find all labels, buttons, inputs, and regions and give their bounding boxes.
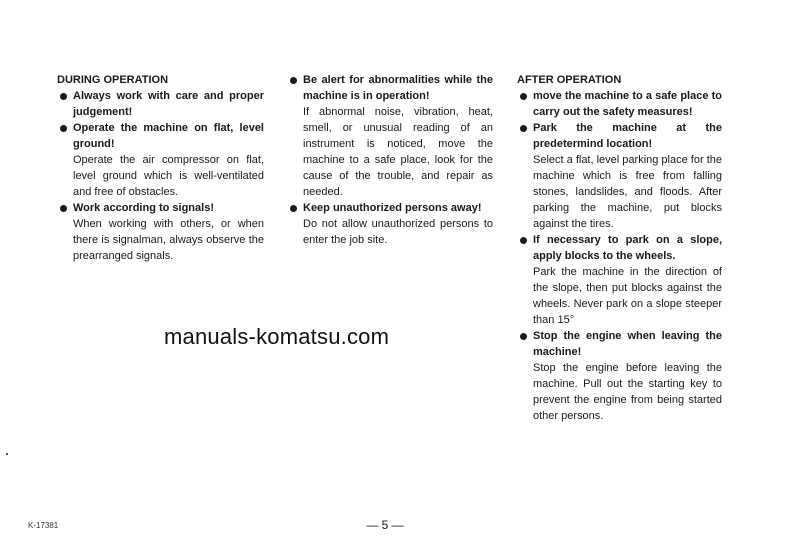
item-body: Do not allow unauthorized persons to enter the job site. <box>303 218 493 246</box>
list-item <box>287 72 493 200</box>
item-body: Stop the engine before leaving the machine. Pull out the starting key to prevent the engine from being started other persons. <box>533 362 722 422</box>
item-body: Select a flat, level parking place for the machine which is free from falling stones, landslides, and floods. After parking the machine, put blocks against the tires. <box>533 154 722 230</box>
list-item <box>517 120 722 232</box>
list-item <box>57 88 264 120</box>
column-during-operation <box>57 72 264 264</box>
item-body: When working with others, or when there is signalman, always observe the prearranged signals. <box>73 218 264 262</box>
item-title: Always work with care and proper judgement! <box>73 90 264 118</box>
bullet-icon <box>520 93 527 100</box>
item-title: Keep unauthorized persons away! <box>303 202 482 214</box>
item-title: Park the machine at the predetermind location! <box>533 122 722 150</box>
item-title: Work according to signals! <box>73 202 214 214</box>
item-title: If necessary to park on a slope, apply blocks to the wheels. <box>533 234 722 262</box>
list-item <box>57 200 264 264</box>
bullet-icon <box>60 125 67 132</box>
column-during-operation-continued <box>287 72 493 248</box>
list-item <box>287 200 493 248</box>
item-title: Be alert for abnormalities while the machine is in operation! <box>303 74 493 102</box>
scan-speck <box>6 453 8 455</box>
item-title: Operate the machine on flat, level ground! <box>73 122 264 150</box>
document-code: K-17381 <box>28 521 59 530</box>
item-title: Stop the engine when leaving the machine! <box>533 330 722 358</box>
list-item <box>517 88 722 120</box>
item-body: Operate the air compressor on flat, level ground which is well-ventilated and free of obstacles. <box>73 154 264 198</box>
bullet-icon <box>290 205 297 212</box>
item-title: move the machine to a safe place to carry out the safety measures! <box>533 90 722 118</box>
bullet-icon <box>520 237 527 244</box>
bullet-icon <box>520 333 527 340</box>
section-heading-during-operation: DURING OPERATION <box>57 74 169 86</box>
bullet-icon <box>60 93 67 100</box>
section-heading-after-operation: AFTER OPERATION <box>517 74 622 86</box>
item-body: Park the machine in the direction of the slope, then put blocks against the wheels. Never park on a slope steeper than 15° <box>533 266 722 326</box>
page-number: — 5 — <box>366 518 404 532</box>
column-after-operation <box>517 72 722 424</box>
list-item <box>57 120 264 200</box>
bullet-icon <box>520 125 527 132</box>
list-item <box>517 232 722 328</box>
watermark-text: manuals-komatsu.com <box>164 324 390 349</box>
list-item <box>517 328 722 424</box>
bullet-icon <box>290 77 297 84</box>
item-body: If abnormal noise, vibration, heat, smell, or unusual reading of an instrument is noticed, move the machine to a safe place, look for the cause of the trouble, and repair as needed. <box>303 106 493 198</box>
bullet-icon <box>60 205 67 212</box>
